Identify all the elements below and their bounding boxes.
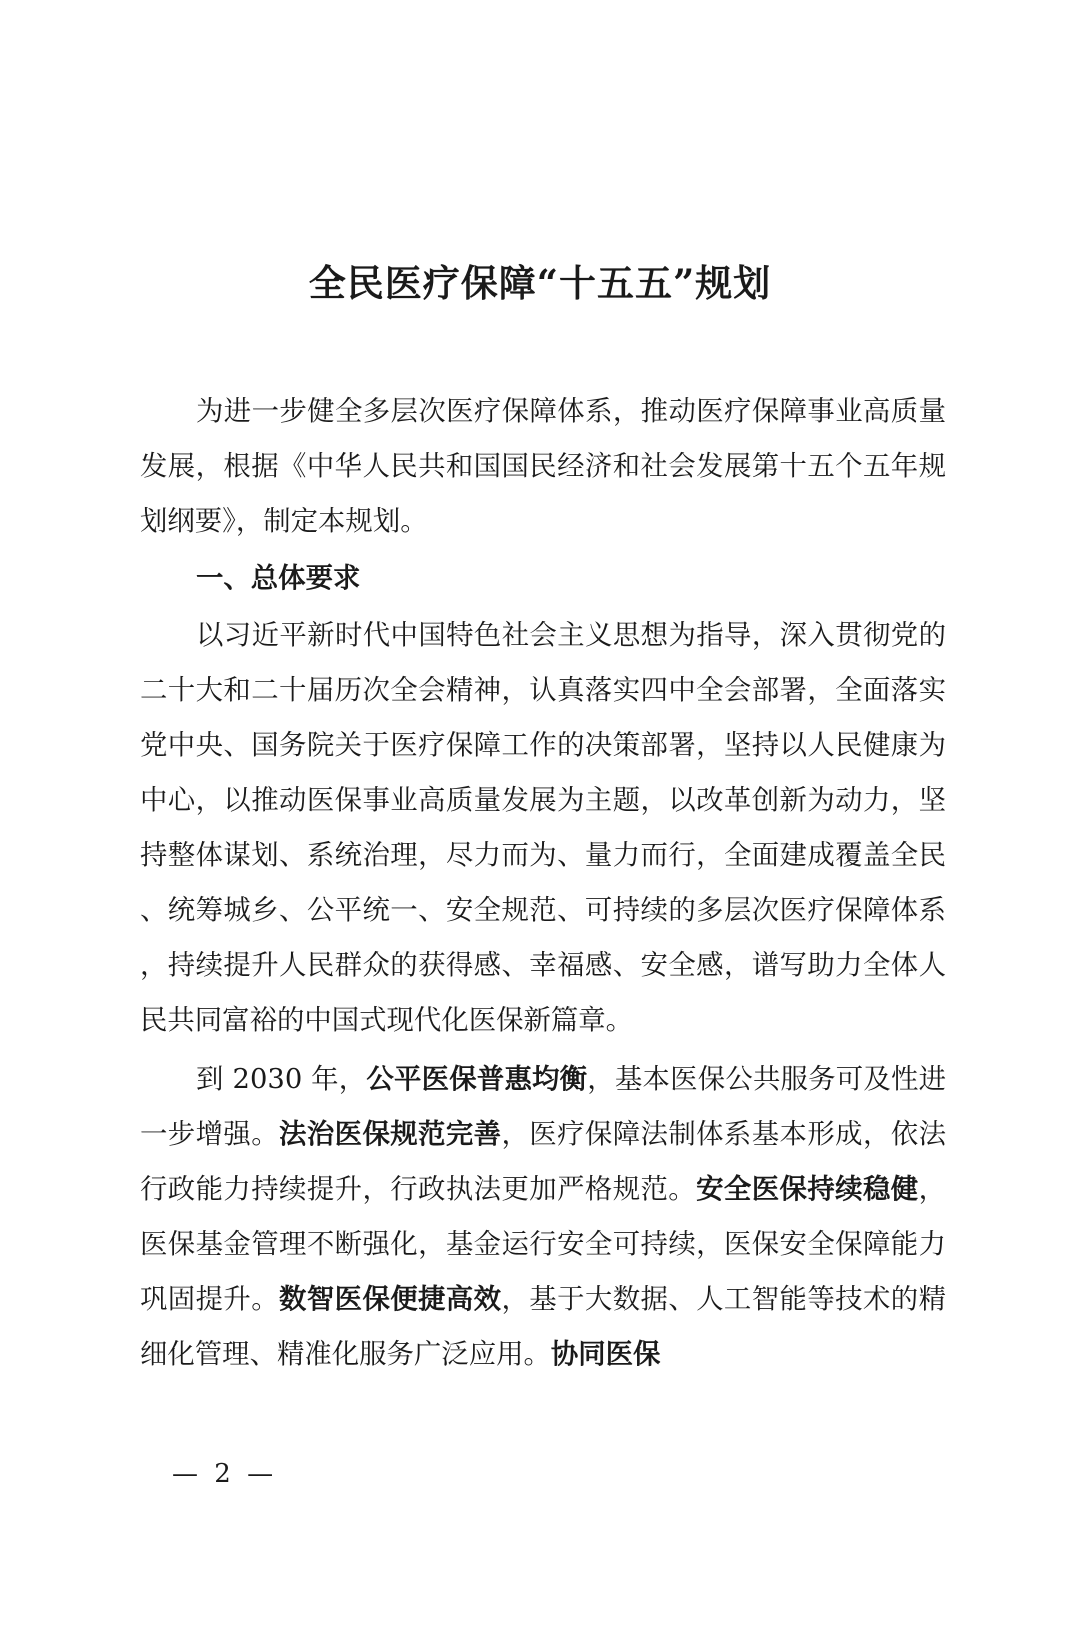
goals-text-4: ，医保基金管理不断强化，基金运行安全可持续，医保安全保障能力巩固提升。 [140, 1174, 946, 1315]
goals-text-1: 到 2030 年， [196, 1064, 367, 1095]
goal-legal-insurance: 法治医保规范完善 [279, 1118, 502, 1150]
document-body [140, 384, 946, 1382]
goals-text-2: ，基本医保公共服务可及性进一步增强。 [140, 1064, 946, 1150]
page-number: — 2 — [172, 1459, 278, 1489]
goal-fair-insurance: 公平医保普惠均衡 [366, 1063, 588, 1095]
goal-digital-insurance: 数智医保便捷高效 [279, 1283, 502, 1315]
guiding-principles-paragraph: 以习近平新时代中国特色社会主义思想为指导，深入贯彻党的二十大和二十届历次全会精神，认真落实四中全会部署，全面落实党中央、国务院关于医疗保障工作的决策部署，坚持以人民健康为中心，以推动医保事业高质量发展为主题，以改革创新为动力，坚持整体谋划、系统治理，尽力而为、量力而行，全面建成覆盖全民、统筹城乡、公平统一、安全规范、可持续的多层次医疗保障体系，持续提升人民群众的获得感、幸福感、安全感，谱写助力全体人民共同富裕的中国式现代化医保新篇章。 [140, 620, 946, 1036]
goals-paragraph [140, 1052, 946, 1382]
goals-text-3: ，医疗保障法制体系基本形成，依法行政能力持续提升，行政执法更加严格规范。 [140, 1119, 946, 1205]
goal-safe-insurance: 安全医保持续稳健 [696, 1173, 919, 1205]
goals-text-5: ，基于大数据、人工智能等技术的精细化管理、精准化服务广泛应用。 [140, 1284, 946, 1370]
goal-collaborative-insurance: 协同医保 [550, 1338, 661, 1370]
section-heading: 一、总体要求 [196, 562, 361, 594]
intro-paragraph: 为进一步健全多层次医疗保障体系，推动医疗保障事业高质量发展，根据《中华人民共和国国民经济和社会发展第十五个五年规划纲要》，制定本规划。 [140, 396, 946, 537]
document-title: 全民医疗保障“十五五”规划 [308, 261, 772, 305]
